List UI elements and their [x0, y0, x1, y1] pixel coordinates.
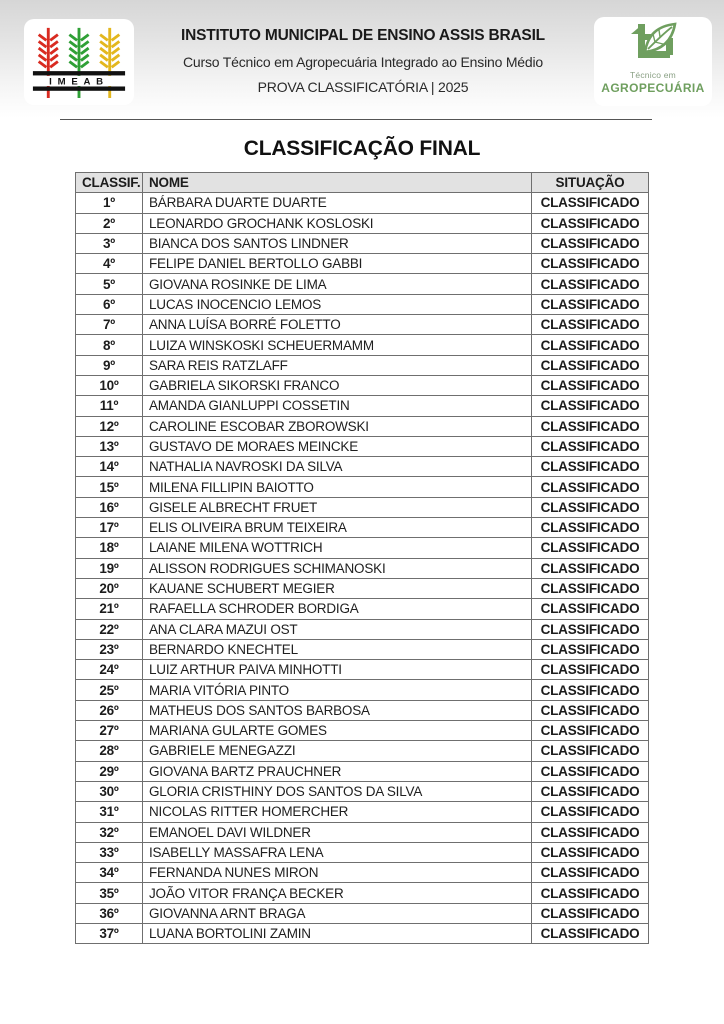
table-row: [76, 883, 649, 903]
table-row: [76, 213, 649, 233]
course-name: Curso Técnico em Agropecuária Integrado ao Ensino Médio: [183, 54, 543, 70]
header-text-block: [140, 0, 586, 118]
name-cell: FERNANDA NUNES MIRON: [143, 863, 532, 883]
table-row: [76, 903, 649, 923]
status-cell: CLASSIFICADO: [532, 781, 649, 801]
table-row: [76, 721, 649, 741]
name-cell: GABRIELE MENEGAZZI: [143, 741, 532, 761]
status-cell: CLASSIFICADO: [532, 761, 649, 781]
name-cell: FELIPE DANIEL BERTOLLO GABBI: [143, 254, 532, 274]
rank-cell: 16º: [76, 497, 143, 517]
header-divider: [60, 119, 652, 120]
name-cell: ANA CLARA MAZUI OST: [143, 619, 532, 639]
name-cell: NATHALIA NAVROSKI DA SILVA: [143, 457, 532, 477]
name-cell: GLORIA CRISTHINY DOS SANTOS DA SILVA: [143, 781, 532, 801]
rank-cell: 10º: [76, 375, 143, 395]
rank-cell: 8º: [76, 335, 143, 355]
rank-cell: 21º: [76, 599, 143, 619]
table-row: [76, 639, 649, 659]
table-row: [76, 396, 649, 416]
name-cell: GISELE ALBRECHT FRUET: [143, 497, 532, 517]
table-row: [76, 497, 649, 517]
rank-cell: 25º: [76, 680, 143, 700]
name-cell: ANNA LUÍSA BORRÉ FOLETTO: [143, 315, 532, 335]
institution-name: INSTITUTO MUNICIPAL DE ENSINO ASSIS BRASIL: [181, 27, 545, 44]
name-cell: LUCAS INOCENCIO LEMOS: [143, 294, 532, 314]
table-row: [76, 761, 649, 781]
name-cell: GUSTAVO DE MORAES MEINCKE: [143, 436, 532, 456]
status-cell: CLASSIFICADO: [532, 294, 649, 314]
name-cell: GIOVANNA ARNT BRAGA: [143, 903, 532, 923]
status-cell: CLASSIFICADO: [532, 923, 649, 943]
name-cell: BÁRBARA DUARTE DUARTE: [143, 193, 532, 213]
table-row: [76, 477, 649, 497]
rank-cell: 28º: [76, 741, 143, 761]
rank-cell: 9º: [76, 355, 143, 375]
status-cell: CLASSIFICADO: [532, 700, 649, 720]
exam-name: PROVA CLASSIFICATÓRIA | 2025: [257, 79, 469, 95]
status-cell: CLASSIFICADO: [532, 619, 649, 639]
col-header-situacao: SITUAÇÃO: [532, 173, 649, 193]
rank-cell: 13º: [76, 436, 143, 456]
status-cell: CLASSIFICADO: [532, 660, 649, 680]
status-cell: CLASSIFICADO: [532, 518, 649, 538]
status-cell: CLASSIFICADO: [532, 254, 649, 274]
name-cell: AMANDA GIANLUPPI COSSETIN: [143, 396, 532, 416]
table-row: [76, 802, 649, 822]
status-cell: CLASSIFICADO: [532, 396, 649, 416]
rank-cell: 20º: [76, 578, 143, 598]
name-cell: MARIANA GULARTE GOMES: [143, 721, 532, 741]
table-row: [76, 619, 649, 639]
status-cell: CLASSIFICADO: [532, 335, 649, 355]
rank-cell: 23º: [76, 639, 143, 659]
header-row: [76, 173, 649, 193]
name-cell: LAIANE MILENA WOTTRICH: [143, 538, 532, 558]
rank-cell: 17º: [76, 518, 143, 538]
name-cell: RAFAELLA SCHRODER BORDIGA: [143, 599, 532, 619]
status-cell: CLASSIFICADO: [532, 558, 649, 578]
page-title: CLASSIFICAÇÃO FINAL: [243, 137, 481, 160]
name-cell: EMANOEL DAVI WILDNER: [143, 822, 532, 842]
rank-cell: 19º: [76, 558, 143, 578]
status-cell: CLASSIFICADO: [532, 497, 649, 517]
status-cell: CLASSIFICADO: [532, 213, 649, 233]
agropecuaria-logo: [594, 17, 712, 106]
status-cell: CLASSIFICADO: [532, 436, 649, 456]
status-cell: CLASSIFICADO: [532, 193, 649, 213]
rank-cell: 29º: [76, 761, 143, 781]
rank-cell: 31º: [76, 802, 143, 822]
name-cell: LEONARDO GROCHANK KOSLOSKI: [143, 213, 532, 233]
name-cell: BERNARDO KNECHTEL: [143, 639, 532, 659]
name-cell: JOÃO VITOR FRANÇA BECKER: [143, 883, 532, 903]
table-row: [76, 599, 649, 619]
name-cell: LUIZA WINSKOSKI SCHEUERMAMM: [143, 335, 532, 355]
name-cell: KAUANE SCHUBERT MEGIER: [143, 578, 532, 598]
rank-cell: 12º: [76, 416, 143, 436]
table-row: [76, 741, 649, 761]
table-row: [76, 518, 649, 538]
table-row: [76, 274, 649, 294]
status-cell: CLASSIFICADO: [532, 741, 649, 761]
agro-caption-main: AGROPECUÁRIA: [601, 81, 705, 95]
table-row: [76, 315, 649, 335]
name-cell: LUIZ ARTHUR PAIVA MINHOTTI: [143, 660, 532, 680]
rank-cell: 3º: [76, 233, 143, 253]
status-cell: CLASSIFICADO: [532, 842, 649, 862]
imeab-logo: [24, 19, 134, 105]
status-cell: CLASSIFICADO: [532, 639, 649, 659]
status-cell: CLASSIFICADO: [532, 721, 649, 741]
rank-cell: 2º: [76, 213, 143, 233]
status-cell: CLASSIFICADO: [532, 903, 649, 923]
name-cell: NICOLAS RITTER HOMERCHER: [143, 802, 532, 822]
results-table: [75, 172, 649, 944]
rank-cell: 18º: [76, 538, 143, 558]
rank-cell: 15º: [76, 477, 143, 497]
table-row: [76, 457, 649, 477]
table-row: [76, 842, 649, 862]
status-cell: CLASSIFICADO: [532, 355, 649, 375]
table-row: [76, 233, 649, 253]
status-cell: CLASSIFICADO: [532, 274, 649, 294]
rank-cell: 35º: [76, 883, 143, 903]
imeab-wheat-icon: [31, 23, 127, 101]
status-cell: CLASSIFICADO: [532, 680, 649, 700]
table-row: [76, 923, 649, 943]
rank-cell: 32º: [76, 822, 143, 842]
page-header: [0, 0, 724, 118]
rank-cell: 6º: [76, 294, 143, 314]
imeab-acronym-text: IMEAB: [49, 76, 109, 88]
status-cell: CLASSIFICADO: [532, 233, 649, 253]
name-cell: LUANA BORTOLINI ZAMIN: [143, 923, 532, 943]
status-cell: CLASSIFICADO: [532, 477, 649, 497]
rank-cell: 33º: [76, 842, 143, 862]
rank-cell: 11º: [76, 396, 143, 416]
rank-cell: 5º: [76, 274, 143, 294]
status-cell: CLASSIFICADO: [532, 822, 649, 842]
results-body: [76, 193, 649, 944]
status-cell: CLASSIFICADO: [532, 863, 649, 883]
status-cell: CLASSIFICADO: [532, 802, 649, 822]
table-row: [76, 193, 649, 213]
rank-cell: 36º: [76, 903, 143, 923]
name-cell: ALISSON RODRIGUES SCHIMANOSKI: [143, 558, 532, 578]
rank-cell: 14º: [76, 457, 143, 477]
name-cell: ISABELLY MASSAFRA LENA: [143, 842, 532, 862]
table-row: [76, 781, 649, 801]
rank-cell: 1º: [76, 193, 143, 213]
name-cell: GABRIELA SIKORSKI FRANCO: [143, 375, 532, 395]
col-header-nome: NOME: [143, 173, 532, 193]
rank-cell: 34º: [76, 863, 143, 883]
status-cell: CLASSIFICADO: [532, 883, 649, 903]
name-cell: MATHEUS DOS SANTOS BARBOSA: [143, 700, 532, 720]
status-cell: CLASSIFICADO: [532, 538, 649, 558]
status-cell: CLASSIFICADO: [532, 599, 649, 619]
rank-cell: 30º: [76, 781, 143, 801]
table-row: [76, 863, 649, 883]
table-row: [76, 416, 649, 436]
table-row: [76, 254, 649, 274]
table-row: [76, 578, 649, 598]
rank-cell: 26º: [76, 700, 143, 720]
table-row: [76, 660, 649, 680]
status-cell: CLASSIFICADO: [532, 375, 649, 395]
results-header: [76, 173, 649, 193]
status-cell: CLASSIFICADO: [532, 416, 649, 436]
name-cell: GIOVANA ROSINKE DE LIMA: [143, 274, 532, 294]
table-row: [76, 558, 649, 578]
table-row: [76, 700, 649, 720]
status-cell: CLASSIFICADO: [532, 578, 649, 598]
table-row: [76, 538, 649, 558]
table-row: [76, 680, 649, 700]
table-row: [76, 294, 649, 314]
rank-cell: 27º: [76, 721, 143, 741]
table-row: [76, 355, 649, 375]
rank-cell: 37º: [76, 923, 143, 943]
col-header-classif: CLASSIF.: [76, 173, 143, 193]
table-row: [76, 436, 649, 456]
name-cell: MARIA VITÓRIA PINTO: [143, 680, 532, 700]
table-row: [76, 375, 649, 395]
agropecuaria-leaf-icon: [626, 22, 680, 68]
agro-caption-small: Técnico em: [630, 70, 676, 80]
table-row: [76, 335, 649, 355]
rank-cell: 24º: [76, 660, 143, 680]
name-cell: MILENA FILLIPIN BAIOTTO: [143, 477, 532, 497]
status-cell: CLASSIFICADO: [532, 315, 649, 335]
name-cell: ELIS OLIVEIRA BRUM TEIXEIRA: [143, 518, 532, 538]
name-cell: GIOVANA BARTZ PRAUCHNER: [143, 761, 532, 781]
name-cell: CAROLINE ESCOBAR ZBOROWSKI: [143, 416, 532, 436]
table-row: [76, 822, 649, 842]
name-cell: BIANCA DOS SANTOS LINDNER: [143, 233, 532, 253]
rank-cell: 22º: [76, 619, 143, 639]
status-cell: CLASSIFICADO: [532, 457, 649, 477]
rank-cell: 7º: [76, 315, 143, 335]
name-cell: SARA REIS RATZLAFF: [143, 355, 532, 375]
rank-cell: 4º: [76, 254, 143, 274]
